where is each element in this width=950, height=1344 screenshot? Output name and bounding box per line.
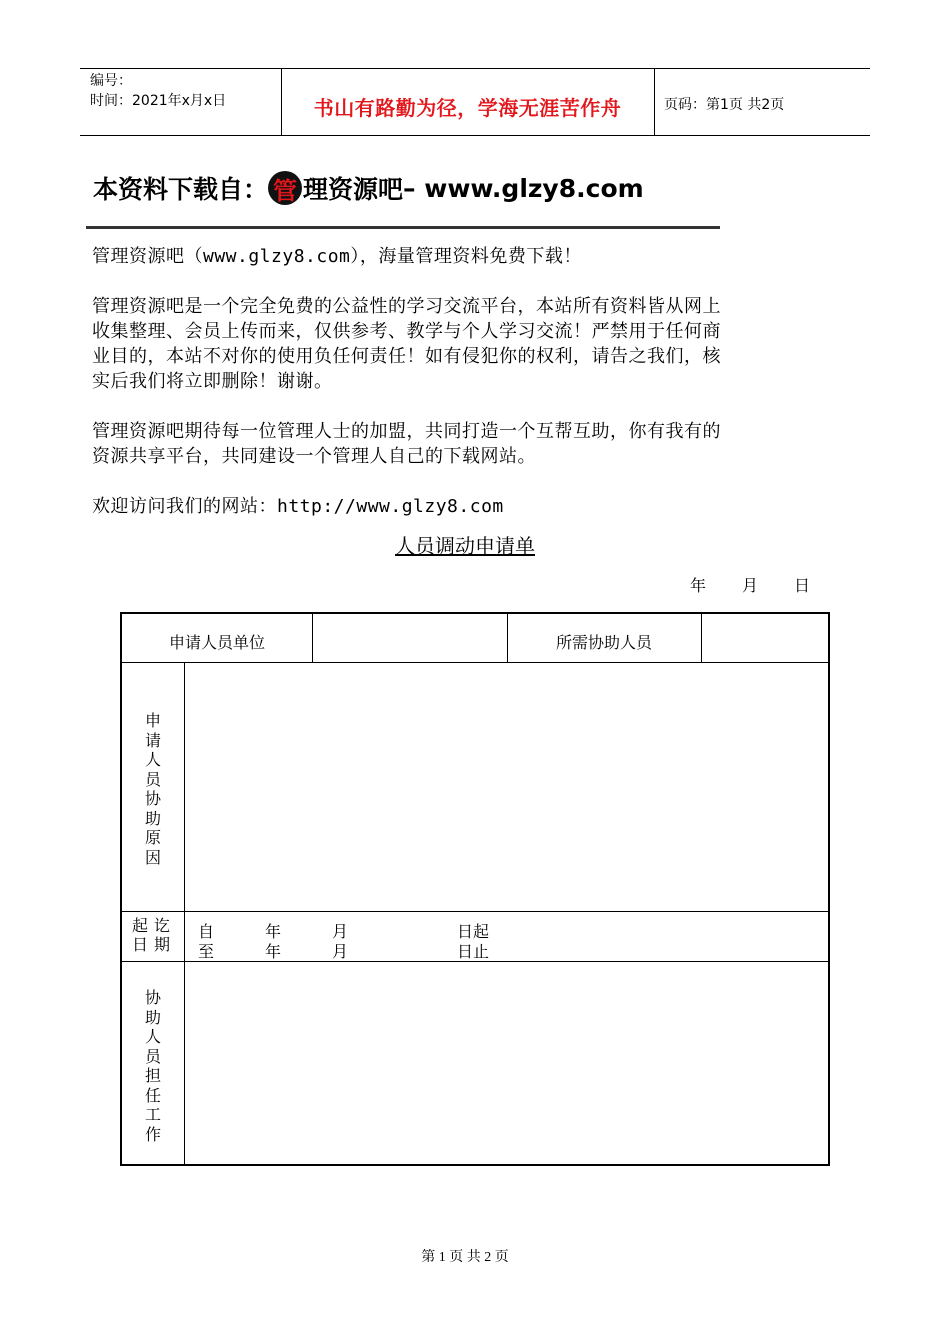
footer-page-number: 第 1 页 共 2 页: [421, 1250, 509, 1265]
header-top-rule: [80, 68, 870, 69]
duty-label: 协助人员担任工作: [144, 990, 161, 1144]
from-day-start: 日起: [457, 924, 490, 941]
intro-paragraph-disclaimer: 管理资源吧是一个完全免费的公益性的学习交流平台，本站所有资料皆从网上收集整理、会员上传而来，仅供参考、教学与个人学习交流！严禁用于任何商业目的，本站不对你的使用负任何责任！如有侵犯你的权利，请告之我们，核实后我们将立即删除！谢谢。: [92, 296, 721, 392]
transfer-request-form: [120, 612, 830, 1166]
applicant-unit-label: 申请人员单位: [168, 635, 265, 652]
form-date: [690, 573, 810, 596]
header-motto: 书山有路勤为径，学海无涯苦作舟: [313, 96, 622, 120]
header-time: 时间：2021年x月x日: [90, 93, 227, 109]
needed-staff-field[interactable]: [702, 614, 828, 662]
intro-website: 欢迎访问我们的网站：http://www.glzy8.com: [92, 496, 504, 517]
date-day: 日: [794, 578, 811, 595]
reason-field[interactable]: [185, 663, 828, 911]
download-banner: [93, 170, 644, 206]
from-prefix: 自: [198, 924, 215, 941]
form-title: 人员调动申请单: [395, 534, 535, 558]
intro-paragraph-invite: 管理资源吧期待每一位管理人士的加盟，共同打造一个互帮互助，你有我有的资源共享平台，共同建设一个管理人自己的下载网站。: [92, 421, 721, 467]
from-year: 年: [265, 924, 282, 941]
period-label-top: 起 讫: [132, 918, 172, 935]
to-prefix: 至: [198, 944, 215, 961]
duty-field[interactable]: [185, 962, 828, 1164]
header-bottom-rule: [80, 135, 870, 136]
header-page-number: 页码：第1页 共2页: [664, 97, 785, 113]
needed-staff-label: 所需协助人员: [555, 635, 652, 652]
to-year: 年: [265, 944, 282, 961]
intro-line: 管理资源吧（www.glzy8.com），海量管理资料免费下载！: [92, 246, 582, 267]
date-month: 月: [742, 578, 759, 595]
banner-url: – www.glzy8.com: [403, 173, 644, 203]
header-divider-right: [654, 68, 655, 136]
to-month: 月: [332, 944, 349, 961]
applicant-unit-field[interactable]: [313, 614, 507, 662]
reason-label: 申请人员协助原因: [144, 713, 161, 867]
header-number: 编号：: [90, 73, 132, 89]
banner-prefix: 本资料下载自：: [93, 175, 269, 204]
banner-rule: [86, 226, 720, 229]
period-label-bottom: 日 期: [132, 937, 172, 954]
row-divider-2: [122, 911, 828, 912]
to-day-end: 日止: [457, 944, 490, 961]
logo-icon: 管: [268, 171, 302, 205]
from-month: 月: [332, 924, 349, 941]
date-year: 年: [690, 578, 707, 595]
banner-site-name: 理资源吧: [303, 175, 404, 204]
